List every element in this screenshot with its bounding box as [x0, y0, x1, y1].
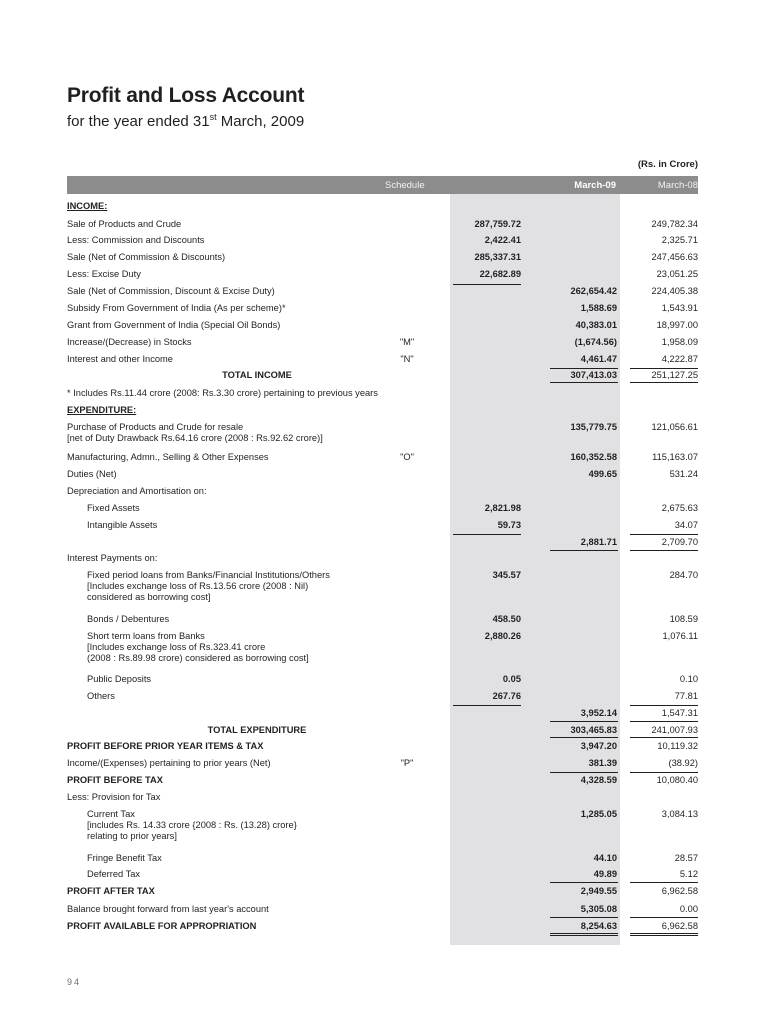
- cell-previous: 2,325.71: [661, 235, 698, 245]
- cell-current: 307,413.03: [570, 370, 617, 380]
- cell-current: 303,465.83: [570, 725, 617, 735]
- rule-line: [630, 550, 698, 551]
- row-label: EXPENDITURE:: [67, 405, 137, 415]
- cell-previous: (38.92): [668, 758, 698, 768]
- page-number: 94: [67, 977, 82, 987]
- row-label: PROFIT BEFORE TAX: [67, 775, 163, 785]
- cell-previous: 249,782.34: [651, 219, 698, 229]
- cell-previous: 224,405.38: [651, 286, 698, 296]
- cell-breakdown: 0.05: [502, 674, 521, 684]
- row-label: Less: Commission and Discounts: [67, 235, 205, 245]
- row-label: Less: Excise Duty: [67, 269, 141, 279]
- cell-current: 262,654.42: [570, 286, 617, 296]
- row-label: Fixed period loans from Banks/Financial Institutions/Others [Includes exchange loss of Rs.13.56 crore (2008 : Nil) considered as borrowing cost]: [87, 570, 330, 602]
- cell-current: 44.10: [593, 853, 617, 863]
- row-label: Sale (Net of Commission & Discounts): [67, 252, 226, 262]
- row-label: Manufacturing, Admn., Selling & Other Expenses: [67, 452, 269, 462]
- row-label: Grant from Government of India (Special Oil Bonds): [67, 320, 281, 330]
- row-label: Increase/(Decrease) in Stocks: [67, 337, 192, 347]
- row-label: Depreciation and Amortisation on:: [67, 486, 207, 496]
- column-header-schedule: Schedule: [385, 180, 425, 191]
- cell-current: 4,461.47: [580, 354, 617, 364]
- column-header-previous: March-08: [657, 180, 698, 191]
- cell-breakdown: 59.73: [497, 520, 521, 530]
- cell-previous: 23,051.25: [656, 269, 698, 279]
- cell-previous: 3,084.13: [661, 809, 698, 819]
- cell-current: 3,952.14: [580, 708, 617, 718]
- cell-current: 40,383.01: [575, 320, 617, 330]
- row-label: Less: Provision for Tax: [67, 792, 161, 802]
- rule-line: [550, 933, 618, 934]
- cell-previous: 10,080.40: [656, 775, 698, 785]
- rule-line: [630, 935, 698, 936]
- footnote: * Includes Rs.11.44 crore (2008: Rs.3.30 crore) pertaining to previous years: [67, 388, 378, 398]
- row-label: Sale of Products and Crude: [67, 219, 182, 229]
- schedule-ref: "P": [400, 758, 414, 768]
- cell-current: 5,305.08: [580, 904, 617, 914]
- cell-current: 499.65: [588, 469, 617, 479]
- cell-previous: 6,962.58: [661, 921, 698, 931]
- cell-previous: 5.12: [679, 869, 698, 879]
- cell-current: 1,588.69: [580, 303, 617, 313]
- cell-previous: 34.07: [674, 520, 698, 530]
- subtitle-tail: March, 2009: [216, 113, 305, 130]
- cell-breakdown: 345.57: [492, 570, 521, 580]
- cell-current: 1,285.05: [580, 809, 617, 819]
- rule-line: [550, 935, 618, 936]
- row-label: PROFIT AFTER TAX: [67, 886, 155, 896]
- cell-previous: 121,056.61: [651, 422, 698, 432]
- rule-line: [550, 917, 618, 918]
- row-label: Others: [87, 691, 115, 701]
- row-label: Interest Payments on:: [67, 553, 158, 563]
- cell-previous: 77.81: [674, 691, 698, 701]
- row-label: Deferred Tax: [87, 869, 141, 879]
- cell-previous: 0.10: [679, 674, 698, 684]
- units-note: (Rs. in Crore): [637, 159, 698, 170]
- schedule-ref: "M": [399, 337, 415, 347]
- row-label: Short term loans from Banks [Includes exchange loss of Rs.323.41 crore (2008 : Rs.89.98 crore) considered as borrowing cost]: [87, 631, 309, 663]
- cell-current: 135,779.75: [570, 422, 617, 432]
- cell-previous: 115,163.07: [652, 452, 698, 462]
- row-label: Intangible Assets: [87, 520, 158, 530]
- page-title: Profit and Loss Account: [67, 84, 305, 107]
- cell-previous: 531.24: [669, 469, 698, 479]
- rule-line: [630, 382, 698, 383]
- cell-current: 4,328.59: [580, 775, 617, 785]
- cell-current: 3,947.20: [580, 741, 617, 751]
- cell-previous: 1,547.31: [661, 708, 698, 718]
- row-label: Income/(Expenses) pertaining to prior years (Net): [67, 758, 271, 768]
- row-label: Bonds / Debentures: [87, 614, 170, 624]
- rule-line: [630, 917, 698, 918]
- rule-line: [550, 368, 618, 369]
- cell-current: 160,352.58: [570, 452, 617, 462]
- row-label: Purchase of Products and Crude for resale [net of Duty Drawback Rs.64.16 crore (2008 : Rs.92.62 crore)]: [67, 422, 323, 443]
- cell-current: 49.89: [593, 869, 617, 879]
- row-label: TOTAL EXPENDITURE: [207, 725, 307, 735]
- cell-current: 2,881.71: [580, 537, 617, 547]
- rule-line: [630, 737, 698, 738]
- cell-previous: 1,543.91: [661, 303, 698, 313]
- cell-breakdown: 458.50: [492, 614, 521, 624]
- cell-current: 8,254.63: [580, 921, 617, 931]
- rule-line: [550, 772, 618, 773]
- cell-previous: 247,456.63: [651, 252, 698, 262]
- cell-previous: 10,119.32: [657, 741, 698, 751]
- cell-breakdown: 2,821.98: [484, 503, 521, 513]
- cell-breakdown: 285,337.31: [474, 252, 521, 262]
- row-label: Subsidy From Government of India (As per scheme)*: [67, 303, 286, 313]
- cell-breakdown: 287,759.72: [474, 219, 521, 229]
- cell-current: 381.39: [588, 758, 617, 768]
- row-label: TOTAL INCOME: [222, 370, 292, 380]
- rule-line: [550, 737, 618, 738]
- cell-breakdown: 2,880.26: [484, 631, 521, 641]
- row-label: Sale (Net of Commission, Discount & Excise Duty): [67, 286, 275, 296]
- cell-previous: 108.59: [669, 614, 698, 624]
- cell-previous: 2,675.63: [661, 503, 698, 513]
- schedule-ref: "O": [400, 452, 414, 462]
- rule-line: [630, 721, 698, 722]
- cell-breakdown: 2,422.41: [484, 235, 521, 245]
- cell-previous: 18,997.00: [656, 320, 698, 330]
- cell-previous: 4,222.87: [661, 354, 698, 364]
- cell-previous: 251,127.25: [651, 370, 698, 380]
- rule-line: [630, 772, 698, 773]
- cell-current: 2,949.55: [580, 886, 617, 896]
- row-label: PROFIT AVAILABLE FOR APPROPRIATION: [67, 921, 257, 931]
- cell-previous: 1,076.11: [662, 631, 698, 641]
- row-label: Interest and other Income: [67, 354, 173, 364]
- rule-line: [550, 882, 618, 883]
- rule-line: [453, 284, 521, 285]
- rule-line: [630, 882, 698, 883]
- rule-line: [630, 534, 698, 535]
- rule-line: [630, 933, 698, 934]
- subtitle-superscript: st: [209, 112, 217, 122]
- row-label: Balance brought forward from last year's account: [67, 904, 269, 914]
- rule-line: [550, 382, 618, 383]
- rule-line: [453, 534, 521, 535]
- rule-line: [630, 705, 698, 706]
- row-label: PROFIT BEFORE PRIOR YEAR ITEMS & TAX: [67, 741, 264, 751]
- cell-previous: 284.70: [669, 570, 698, 580]
- cell-current: (1,674.56): [574, 337, 617, 347]
- row-label: INCOME:: [67, 201, 108, 211]
- row-label: Current Tax [includes Rs. 14.33 crore {2008 : Rs. (13.28) crore} relating to prior years]: [87, 809, 297, 841]
- row-label: Fringe Benefit Tax: [87, 853, 162, 863]
- schedule-ref: "N": [400, 354, 414, 364]
- rule-line: [550, 550, 618, 551]
- cell-breakdown: 267.76: [492, 691, 521, 701]
- row-label: Fixed Assets: [87, 503, 140, 513]
- cell-previous: 2,709.70: [661, 537, 698, 547]
- rule-line: [630, 368, 698, 369]
- rule-line: [453, 705, 521, 706]
- subtitle-text: for the year ended 31: [67, 113, 210, 130]
- cell-previous: 0.00: [679, 904, 698, 914]
- cell-previous: 6,962.58: [661, 886, 698, 896]
- cell-previous: 28.57: [674, 853, 698, 863]
- cell-breakdown: 22,682.89: [479, 269, 521, 279]
- row-label: Public Deposits: [87, 674, 152, 684]
- page-subtitle: [67, 112, 304, 130]
- row-label: Duties (Net): [67, 469, 117, 479]
- column-header-current: March-09: [574, 180, 616, 191]
- rule-line: [550, 721, 618, 722]
- cell-previous: 241,007.93: [651, 725, 698, 735]
- cell-previous: 1,958.09: [661, 337, 698, 347]
